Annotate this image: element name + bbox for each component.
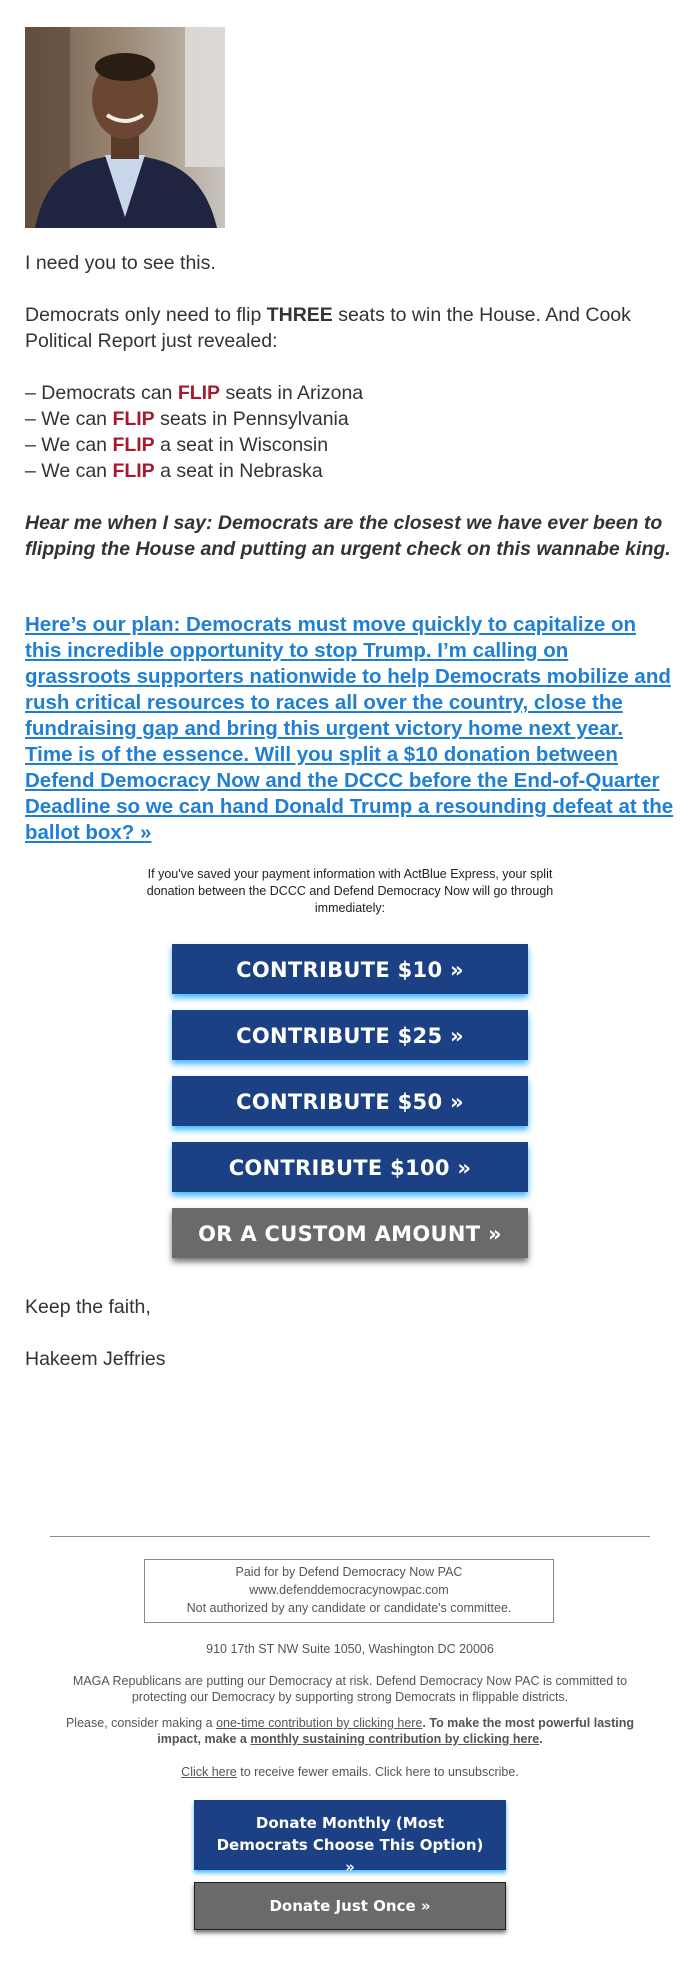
donate-monthly-button[interactable]: Donate Monthly (Most Democrats Choose This Option) » <box>194 1800 506 1870</box>
contribute-25-button[interactable]: CONTRIBUTE $25 » <box>172 1010 528 1060</box>
list-item: – We can FLIP seats in Pennsylvania <box>25 408 349 430</box>
flip-list <box>25 380 675 484</box>
hear-me-paragraph: Hear me when I say: Democrats are the closest we have ever been to flipping the House and putting an urgent check on this wannabe king. <box>25 512 671 560</box>
paid-for-box <box>144 1559 554 1623</box>
mission-statement: MAGA Republicans are putting our Democracy at risk. Defend Democracy Now PAC is committed to protecting our Democracy by supporting strong Democrats in flippable districts. <box>72 1674 628 1704</box>
contribute-10-button[interactable]: CONTRIBUTE $10 » <box>172 944 528 994</box>
fewer-emails-link[interactable]: Click here <box>181 1765 237 1779</box>
actblue-note: If you've saved your payment information with ActBlue Express, your split donation between the DCCC and Defend Democracy Now will go through immediately: <box>146 867 554 915</box>
paid-by-line: Paid for by Defend Democracy Now PAC <box>235 1565 463 1579</box>
unsubscribe-text[interactable]: to receive fewer emails. Click here to unsubscribe. <box>236 1765 519 1779</box>
closing-text: Keep the faith, <box>25 1296 151 1318</box>
contribute-100-button[interactable]: CONTRIBUTE $100 » <box>172 1142 528 1192</box>
list-item: – We can FLIP a seat in Nebraska <box>25 460 323 482</box>
signature-name: Hakeem Jeffries <box>25 1348 166 1370</box>
list-item: – Democrats can FLIP seats in Arizona <box>25 382 364 404</box>
flip-three-paragraph: Democrats only need to flip THREE seats to win the House. And Cook Political Report just revealed: <box>25 304 631 352</box>
one-time-contribution-link[interactable]: one-time contribution by clicking here <box>216 1716 423 1730</box>
mailing-address: 910 17th ST NW Suite 1050, Washington DC 20006 <box>206 1642 494 1656</box>
portrait-photo <box>25 27 225 228</box>
pac-url: www.defenddemocracynowpac.com <box>249 1583 449 1597</box>
portrait-image <box>25 27 225 228</box>
donate-once-button[interactable]: Donate Just Once » <box>194 1882 506 1930</box>
list-item: – We can FLIP a seat in Wisconsin <box>25 434 329 456</box>
intro-text: I need you to see this. <box>25 252 216 274</box>
custom-amount-button[interactable]: OR A CUSTOM AMOUNT » <box>172 1208 528 1258</box>
monthly-contribution-link[interactable]: monthly sustaining contribution by clicking here <box>250 1732 540 1746</box>
contribute-50-button[interactable]: CONTRIBUTE $50 » <box>172 1076 528 1126</box>
consider-contribution-text: Please, consider making a one-time contribution by clicking here. To make the most powerful lasting impact, make a monthly sustaining contribution by clicking here. <box>65 1716 635 1746</box>
fewer-emails-text <box>55 1764 645 1780</box>
not-authorized-line: Not authorized by any candidate or candidate's committee. <box>186 1601 512 1615</box>
plan-donate-link[interactable]: Here’s our plan: Democrats must move quickly to capitalize on this incredible opportunity to stop Trump. I’m calling on grassroots supporters nationwide to help Democrats mobilize and rush critical resources to races all over the country, close the fundraising gap and bring this urgent victory home next year. Time is of the essence. Will you split a $10 donation between Defend Democracy Now and the DCCC before the End-of-Quarter Deadline so we can hand Donald Trump a resounding defeat at the ballot box? » <box>25 613 674 844</box>
footer-divider <box>50 1536 650 1537</box>
